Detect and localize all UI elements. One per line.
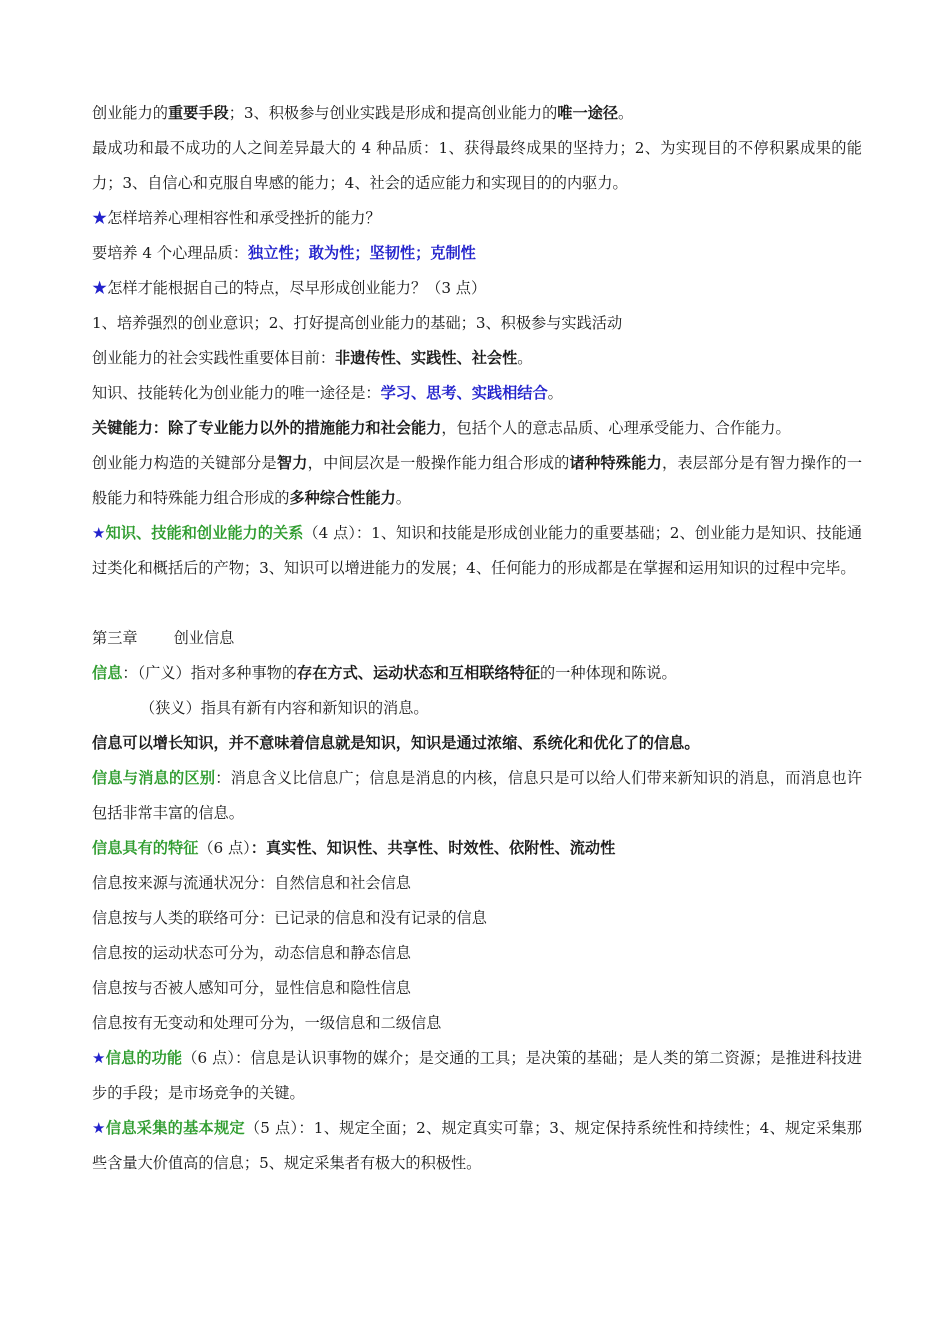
paragraph-key-ability <box>92 411 862 446</box>
text: （5 点）：1、规定全面；2、规定真实可靠；3、规定保持系统性和持续性；4、规定采集那些含量大价值高的信息；5、规定采集者有极大的积极性。 <box>92 1119 862 1172</box>
paragraph-1 <box>92 96 862 131</box>
paragraph-classify-source: 信息按来源与流通状况分：自然信息和社会信息 <box>92 874 411 892</box>
paragraph-info-definition <box>92 656 862 691</box>
text: （4 点）：1、知识和技能是形成创业能力的重要基础；2、创业能力是知识、技能通过类化和概括后的产物；3、知识可以增进能力的发展；4、任何能力的形成都是在掌握和运用知识的过程中完毕。 <box>92 524 863 577</box>
text: 创业能力构造的关键部分是 <box>92 454 277 472</box>
text: ；3、积极参与创业实践是形成和提高创业能力的 <box>228 104 558 122</box>
star-icon: ★ <box>92 1119 106 1137</box>
paragraph-qualities: 最成功和最不成功的人之间差异最大的 4 种品质：1、获得最终成果的坚持力；2、为实现目的不停积累成果的能力；3、自信心和克服自卑感的能力；4、社会的适应能力和实现目的的内驱力。 <box>92 139 862 192</box>
document-page <box>92 96 862 1181</box>
bold-text: 存在方式、运动状态和互相联络特征 <box>297 664 541 682</box>
paragraph-relationship <box>92 516 862 586</box>
text: 创业能力的 <box>92 104 168 122</box>
text: ：（广义）指对多种事物的 <box>122 664 298 682</box>
question-psychology <box>92 201 862 236</box>
text: 知识、技能转化为创业能力的唯一途径是： <box>92 384 381 402</box>
text: ，中间层次是一般操作能力组合形成的 <box>307 454 570 472</box>
paragraph-info-function <box>92 1041 862 1111</box>
green-heading: 信息具有的特征 <box>92 839 199 857</box>
question-form-ability <box>92 271 862 306</box>
spacer <box>92 586 862 621</box>
chapter-number: 第三章 <box>92 629 138 647</box>
paragraph-structure <box>92 446 862 516</box>
bold-text: 多种综合性能力 <box>289 489 396 507</box>
green-heading: 知识、技能和创业能力的关系 <box>105 524 304 542</box>
chapter-heading <box>92 621 862 656</box>
chapter-title: 创业信息 <box>173 629 235 647</box>
blue-bold-text: 独立性；敢为性；坚韧性；克制性 <box>248 244 476 262</box>
paragraph-info-vs-message <box>92 761 862 831</box>
text: ：消息含义比信息广；信息是消息的内核，信息只是可以给人们带来新知识的消息，而消息也许包括非常丰富的信息。 <box>92 769 863 822</box>
green-heading: 信息 <box>92 664 123 682</box>
paragraph-narrow-definition: （狭义）指具有新有内容和新知识的消息。 <box>140 699 429 717</box>
paragraph-info-knowledge: 信息可以增长知识，并不意味着信息就是知识，知识是通过浓缩、系统化和优化了的信息。 <box>92 734 700 752</box>
paragraph-info-features <box>92 831 862 866</box>
paragraph-classify-processing: 信息按有无变动和处理可分为，一级信息和二级信息 <box>92 1014 442 1032</box>
text: ，包括个人的意志品质、心理承受能力、合作能力。 <box>441 419 791 437</box>
paragraph-classify-relation: 信息按与人类的联络可分：已记录的信息和没有记录的信息 <box>92 909 487 927</box>
star-icon: ★ <box>92 524 106 542</box>
text: 要培养 4 个心理品质： <box>92 244 249 262</box>
bold-text: 重要手段 <box>167 104 229 122</box>
bold-text: 非遗传性、实践性、社会性 <box>335 349 518 367</box>
green-heading: 信息与消息的区别 <box>92 769 216 787</box>
bold-text: 智力 <box>276 454 308 472</box>
text: 的一种体现和陈说。 <box>540 664 677 682</box>
text: 创业能力的社会实践性重要体目前： <box>92 349 335 367</box>
green-heading: 信息的功能 <box>105 1049 183 1067</box>
bold-text: 诸种特殊能力 <box>569 454 662 472</box>
bold-text: ：真实性、知识性、共享性、时效性、依附性、流动性 <box>250 839 616 857</box>
green-heading: 信息采集的基本规定 <box>105 1119 245 1137</box>
text: （6 点）：信息是认识事物的媒介；是交通的工具；是决策的基础；是人类的第二资源；是推进科技进步的手段；是市场竞争的关键。 <box>92 1049 863 1102</box>
paragraph-only-way <box>92 376 862 411</box>
star-icon: ★ <box>92 279 108 297</box>
bold-text: 关键能力：除了专业能力以外的措施能力和社会能力 <box>92 419 442 437</box>
text: 。 <box>618 104 634 122</box>
paragraph-info-collection <box>92 1111 862 1181</box>
star-icon: ★ <box>92 209 108 227</box>
text: 。 <box>547 384 563 402</box>
bold-text: 唯一途径 <box>557 104 619 122</box>
paragraph-social-practice <box>92 341 862 376</box>
paragraph-classify-perception: 信息按与否被人感知可分，显性信息和隐性信息 <box>92 979 411 997</box>
paragraph-three-points: 1、培养强烈的创业意识；2、打好提高创业能力的基础；3、积极参与实践活动 <box>92 314 623 332</box>
paragraph-qualities-4 <box>92 236 862 271</box>
paragraph-classify-motion: 信息按的运动状态可分为，动态信息和静态信息 <box>92 944 411 962</box>
blue-bold-text: 学习、思考、实践相结合 <box>380 384 548 402</box>
text: 。 <box>395 489 411 507</box>
question-text: 怎样才能根据自己的特点，尽早形成创业能力？（3 点） <box>107 279 487 297</box>
star-icon: ★ <box>92 1049 106 1067</box>
text: 。 <box>517 349 533 367</box>
text: ，表层部分是有智力操作的一般能力和特殊能力组合形成的 <box>92 454 863 507</box>
question-text: 怎样培养心理相容性和承受挫折的能力？ <box>107 209 381 227</box>
text: （6 点） <box>198 839 251 857</box>
